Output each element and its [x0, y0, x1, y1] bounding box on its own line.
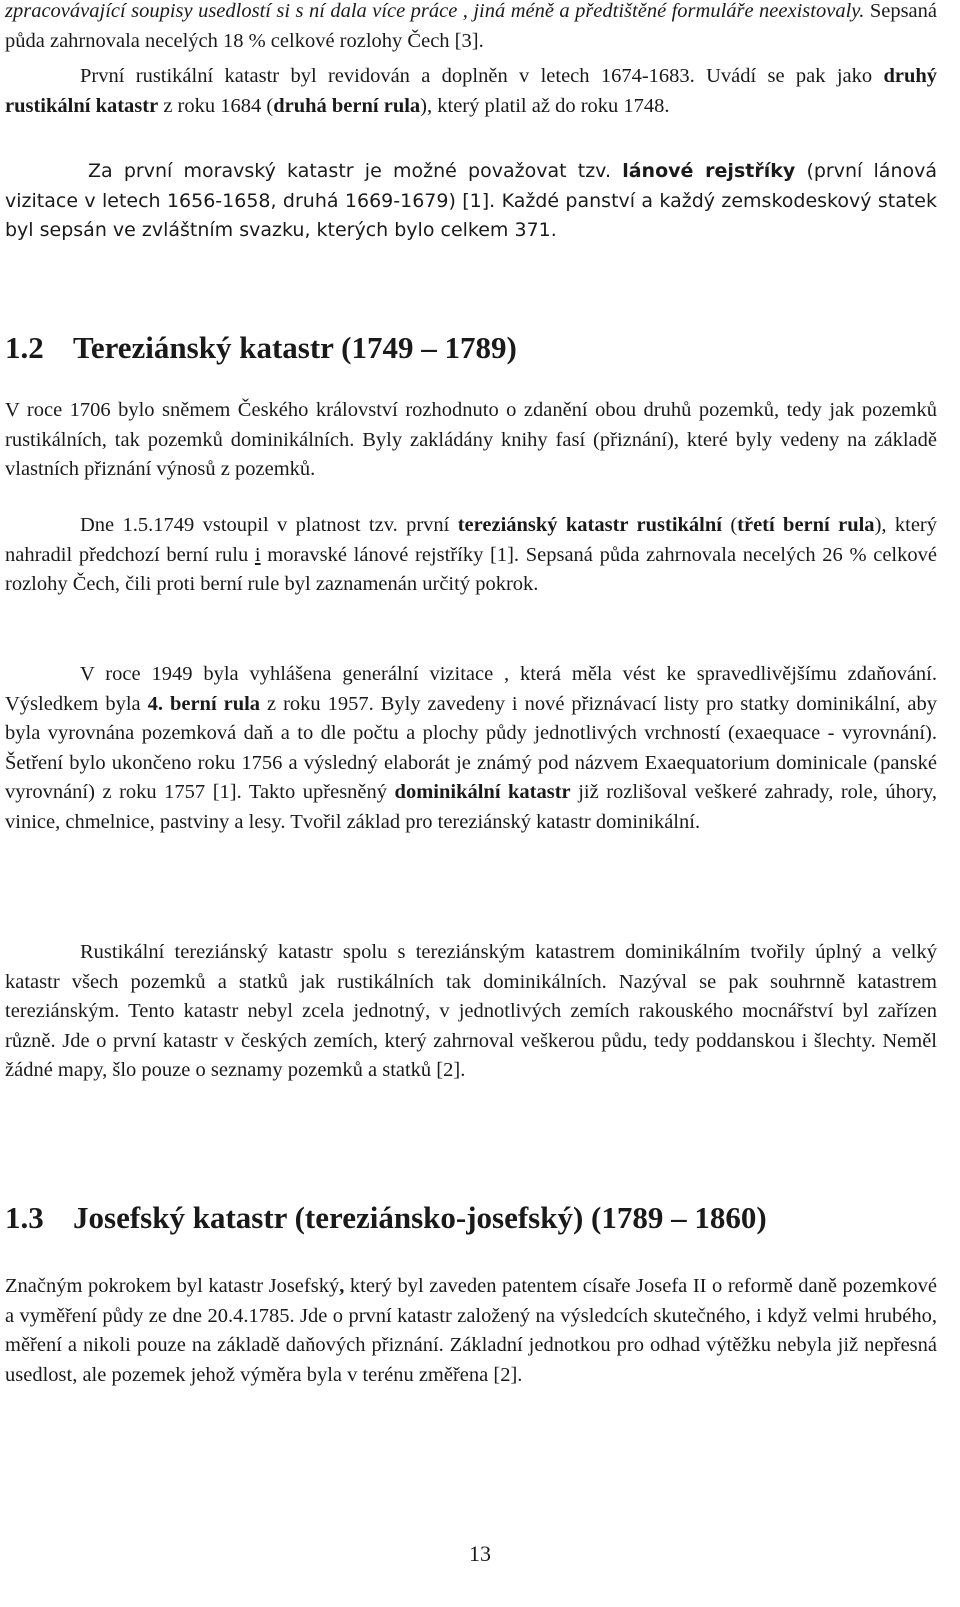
- bold-term: lánové rejstříky: [622, 160, 796, 182]
- paragraph-intro-italic: zpracovávající soupisy usedlostí si s ní dala více práce , jiná méně a předtištěné formuláře neexistovaly.: [5, 0, 865, 22]
- text-run: ), který nahradil předchozí berní rulu: [5, 514, 937, 566]
- text-run: V roce 1706 bylo sněmem Českého království rozhodnuto o zdanění obou druhů pozemků, tedy jak pozemků rustikálních, tak pozemků dominikálních. Byly zakládány knihy fasí (přiznání), které byly vedeny na základě vlastních přiznání výnosů z pozemků.: [5, 399, 937, 480]
- text-run: Značným pokrokem byl katastr Josefský: [5, 1275, 340, 1297]
- bold-term: 4. berní rula: [147, 692, 261, 715]
- paragraph-josephine-cadastre: [5, 1272, 937, 1390]
- bold-term: dominikální katastr: [394, 781, 571, 803]
- section-title: Josefský katastr (tereziánsko-josefský) (1789 – 1860): [73, 1200, 767, 1235]
- paragraph-1706: [5, 396, 937, 485]
- text-run: Rustikální tereziánský katastr spolu s tereziánským katastrem dominikálním tvořily úplný a velký katastr všech pozemků a statků jak rustikálních tak dominikálních. Nazýval se pak souhrnně katastrem tereziánským. Tento katastr nebyl zcela jednotný, v jednotlivých zemích rakouského mocnářství byl zařízen různě. Jde o první katastr v českých zemích, který zahrnoval veškerou půdu, tedy poddanskou i šlechty. Neměl žádné mapy, šlo pouze o seznamy pozemků a statků [2].: [5, 941, 937, 1081]
- paragraph-moravian-cadastre: [5, 157, 937, 246]
- bold-term: tereziánský katastr rustikální: [457, 514, 722, 536]
- bold-term: druhá berní rula: [273, 94, 421, 117]
- text-run: z roku 1684 (: [158, 94, 274, 117]
- text-run: který byl zaveden patentem císaře Josefa II o reformě daně pozemkové a vyměření půdy ze dne 20.4.1785. Jde o první katastr založený na výsledcích skutečného, i když velmi hrubého, měření a nikoli pouze na základě daňových přiznání. Základní jednotkou pro odhad výtěžku nebyla již nepřesná usedlost, ale pozemek jehož výměra byla v terénu změřena [2].: [5, 1275, 938, 1386]
- paragraph-1749: [5, 511, 937, 600]
- paragraph-intro: [5, 0, 937, 56]
- text-run: (první lánová vizitace v letech 1656-1658, druhá 1669-1679) [1]. Každé panství a každý zemskodeskový statek byl sepsán ve zvláštním svazku, kterých bylo celkem 371.: [5, 160, 937, 241]
- bold-term: druhý rustikální katastr: [5, 65, 937, 117]
- text-run: (: [721, 514, 738, 536]
- text-run: z roku 1957. Byly zavedeny i nové přiznávací listy pro statky dominikální, aby byla vyrovnána pozemková daň a to dle počtu a plochy půdy jednotlivých vrchností (exaequace - vyrovnání). Šetření bylo ukončeno roku 1756 a výsledný elaborát je známý pod názvem Exaequatorium dominicale (panské vyrovnání) z roku 1757 [1]. Takto upřesněný: [5, 692, 937, 803]
- section-heading-1-3: [5, 1200, 767, 1236]
- paragraph-1949: [5, 660, 937, 837]
- section-heading-1-2: [5, 330, 517, 366]
- bold-term: třetí berní rula: [737, 514, 875, 536]
- section-title: Tereziánský katastr (1749 – 1789): [73, 330, 517, 365]
- text-run: První rustikální katastr byl revidován a doplněn v letech 1674-1683. Uvádí se pak jako: [80, 65, 884, 87]
- text-run: Za první moravský katastr je možné považovat tzv.: [88, 160, 623, 182]
- paragraph-rustical-theresian: [5, 938, 937, 1086]
- bold-comma: ,: [339, 1275, 345, 1297]
- text-run: již rozlišoval veškeré zahrady, role, úhory, vinice, chmelnice, pastviny a lesy. Tvořil základ pro tereziánský katastr dominikální.: [5, 781, 937, 833]
- underlined-word: i: [254, 543, 261, 566]
- paragraph-second-rustical: [5, 62, 937, 121]
- text-run: ), který platil až do roku 1748.: [420, 94, 670, 117]
- text-run: V roce 1949 byla vyhlášena generální vizitace , která měla vést ke spravedlivějšímu zdaňování. Výsledkem byla: [5, 663, 937, 715]
- text-run: Dne 1.5.1749 vstoupil v platnost tzv. první: [80, 514, 458, 536]
- page-number: 13: [469, 1541, 491, 1566]
- paragraph-intro-text: Sepsaná půda zahrnovala necelých 18 % celkové rozlohy Čech [3].: [5, 0, 937, 52]
- section-number: 1.2: [5, 330, 44, 365]
- text-run: moravské lánové rejstříky [1]. Sepsaná půda zahrnovala necelých 26 % celkové rozlohy Čech, čili proti berní rule byl zaznamenán určitý pokrok.: [5, 543, 937, 595]
- section-number: 1.3: [5, 1200, 44, 1235]
